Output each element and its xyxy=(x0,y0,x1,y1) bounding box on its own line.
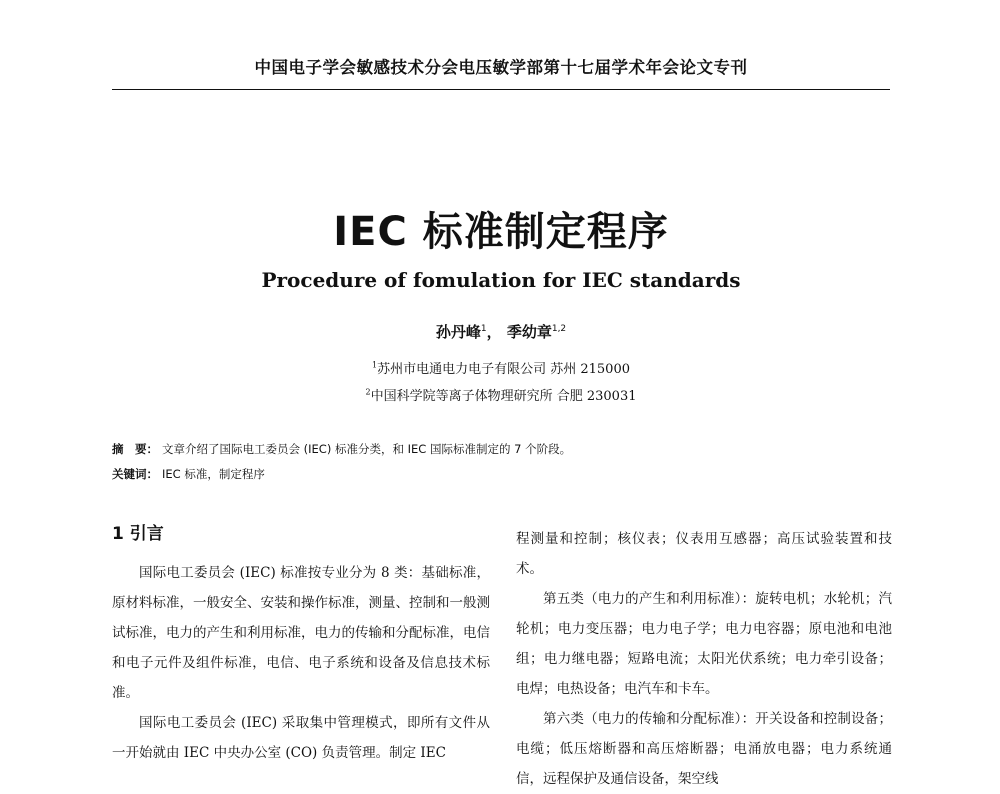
affiliation-text: 苏州市电通电力电子有限公司 苏州 215000 xyxy=(377,362,630,377)
body-paragraph-continuation: 程测量和控制；核仪表；仪表用互感器；高压试验装置和技术。 xyxy=(516,531,892,577)
body-paragraph: 第五类（电力的产生和利用标准）：旋转电机；水轮机；汽轮机；电力变压器；电力电子学；电力电容器；原电池和电池组；电力继电器；短路电流；太阳光伏系统；电力牵引设备；电焊；电热设备；电汽车和卡车。 xyxy=(516,591,892,697)
paper-title-chinese: IEC 标准制定程序 xyxy=(333,209,669,255)
header-rule xyxy=(112,89,890,90)
keywords xyxy=(112,466,890,482)
left-column xyxy=(112,524,490,768)
affiliation-mark: 1 xyxy=(372,360,378,370)
author-affil-mark: 1 xyxy=(480,324,487,334)
body-paragraph: 第六类（电力的传输和分配标准）：开关设备和控制设备；电缆；低压熔断器和高压熔断器；电涌放电器；电力系统通信，远程保护及通信设备，架空线 xyxy=(516,711,892,787)
body-paragraph: 国际电工委员会 (IEC) 采取集中管理模式，即所有文件从一开始就由 IEC 中央办公室 (CO) 负责管理。制定 IEC xyxy=(112,715,490,761)
affiliation-1 xyxy=(112,358,890,377)
author-list xyxy=(112,321,890,342)
body-paragraph: 国际电工委员会 (IEC) 标准按专业分为 8 类：基础标准，原材料标准，一般安全、安装和操作标准，测量、控制和一般测试标准，电力的产生和利用标准，电力的传输和分配标准，电信和电子元件及组件标准，电信、电子系统和设备及信息技术标准。 xyxy=(112,565,490,701)
right-column xyxy=(516,524,892,794)
paper-title-english: Procedure of fomulation for IEC standards xyxy=(261,268,741,292)
author-name: 季幼章 xyxy=(506,323,552,341)
keywords-text: IEC 标准，制定程序 xyxy=(162,467,265,481)
abstract-text: 文章介绍了国际电工委员会 (IEC) 标准分类，和 IEC 国际标准制定的 7 个阶段。 xyxy=(162,442,572,456)
running-header: 中国电子学会敏感技术分会电压敏学部第十七届学术年会论文专刊 xyxy=(254,58,748,77)
affiliation-mark: 2 xyxy=(365,387,371,397)
abstract-label: 摘 要： xyxy=(112,442,158,456)
author-affil-mark: 1,2 xyxy=(551,324,567,334)
affiliation-text: 中国科学院等离子体物理研究所 合肥 230031 xyxy=(370,389,637,404)
affiliation-2 xyxy=(112,385,890,404)
abstract xyxy=(112,441,890,457)
section-heading: 1 引言 xyxy=(112,524,164,544)
author-separator: ， xyxy=(486,323,502,341)
keywords-label: 关键词： xyxy=(112,467,158,481)
author-name: 孙丹峰 xyxy=(435,323,481,341)
